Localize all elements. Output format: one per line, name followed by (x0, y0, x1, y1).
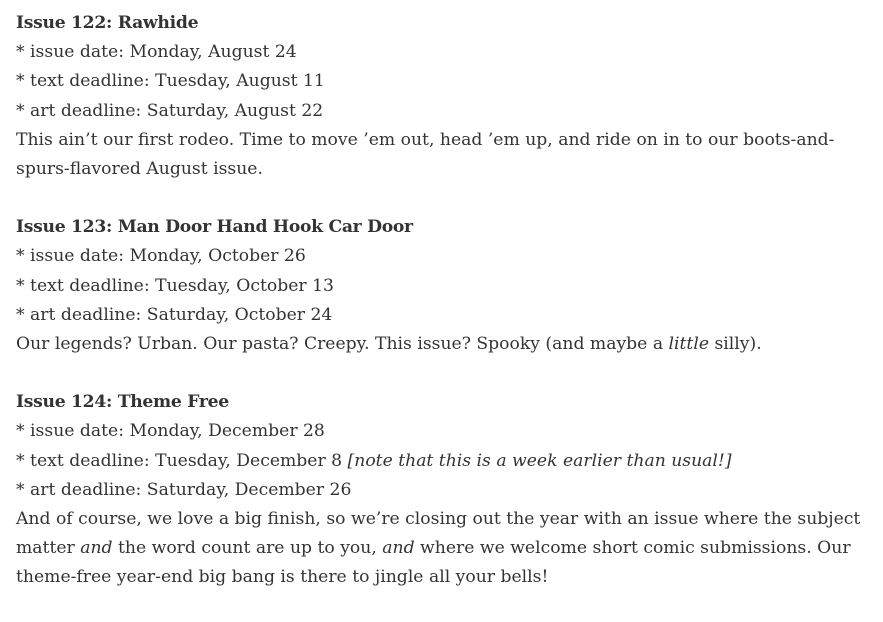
issue-description (16, 330, 880, 359)
description-emphasis: and (80, 538, 113, 559)
art-deadline: * art deadline: Saturday, December 26 (16, 479, 352, 500)
description-emphasis: and (382, 538, 415, 559)
issue-title: Issue 122: Rawhide (16, 13, 199, 33)
issue-block-122 (16, 9, 880, 184)
description-text: Our legends? Urban. Our pasta? Creepy. This issue? Spooky (and maybe a (16, 334, 669, 355)
issue-title: Issue 124: Theme Free (16, 392, 229, 413)
text-deadline-date: * text deadline: Tuesday, December 8 (16, 450, 348, 471)
text-deadline: * text deadline: Tuesday, August 11 (16, 71, 325, 92)
issue-schedule (16, 9, 880, 622)
text-deadline (16, 447, 880, 476)
issue-block-123 (16, 213, 880, 359)
description-emphasis: little (668, 334, 710, 355)
description-text: the word count are up to you, (112, 538, 383, 559)
issue-date: * issue date: Monday, August 24 (16, 42, 297, 63)
description-text: And of course, we love a big finish, so we’re closing out the year with an issue where the subject matter (16, 509, 861, 559)
issue-date: * issue date: Monday, December 28 (16, 421, 325, 442)
description-text: where we welcome short comic submissions. Our theme-free year-end big bang is there to jingle all your bells! (16, 538, 851, 588)
text-deadline-note: [note that this is a week earlier than usual!] (347, 450, 732, 471)
issue-title: Issue 123: Man Door Hand Hook Car Door (16, 217, 413, 238)
issue-description (16, 505, 880, 593)
issue-block-124 (16, 388, 880, 592)
issue-date: * issue date: Monday, October 26 (16, 246, 306, 267)
description-text: silly). (709, 334, 762, 355)
text-deadline: * text deadline: Tuesday, October 13 (16, 275, 334, 296)
art-deadline: * art deadline: Saturday, October 24 (16, 304, 333, 325)
issue-description: This ain’t our first rodeo. Time to move ’em out, head ’em up, and ride on in to our boots-and-spurs-flavored August issue. (16, 129, 835, 180)
art-deadline: * art deadline: Saturday, August 22 (16, 100, 324, 121)
